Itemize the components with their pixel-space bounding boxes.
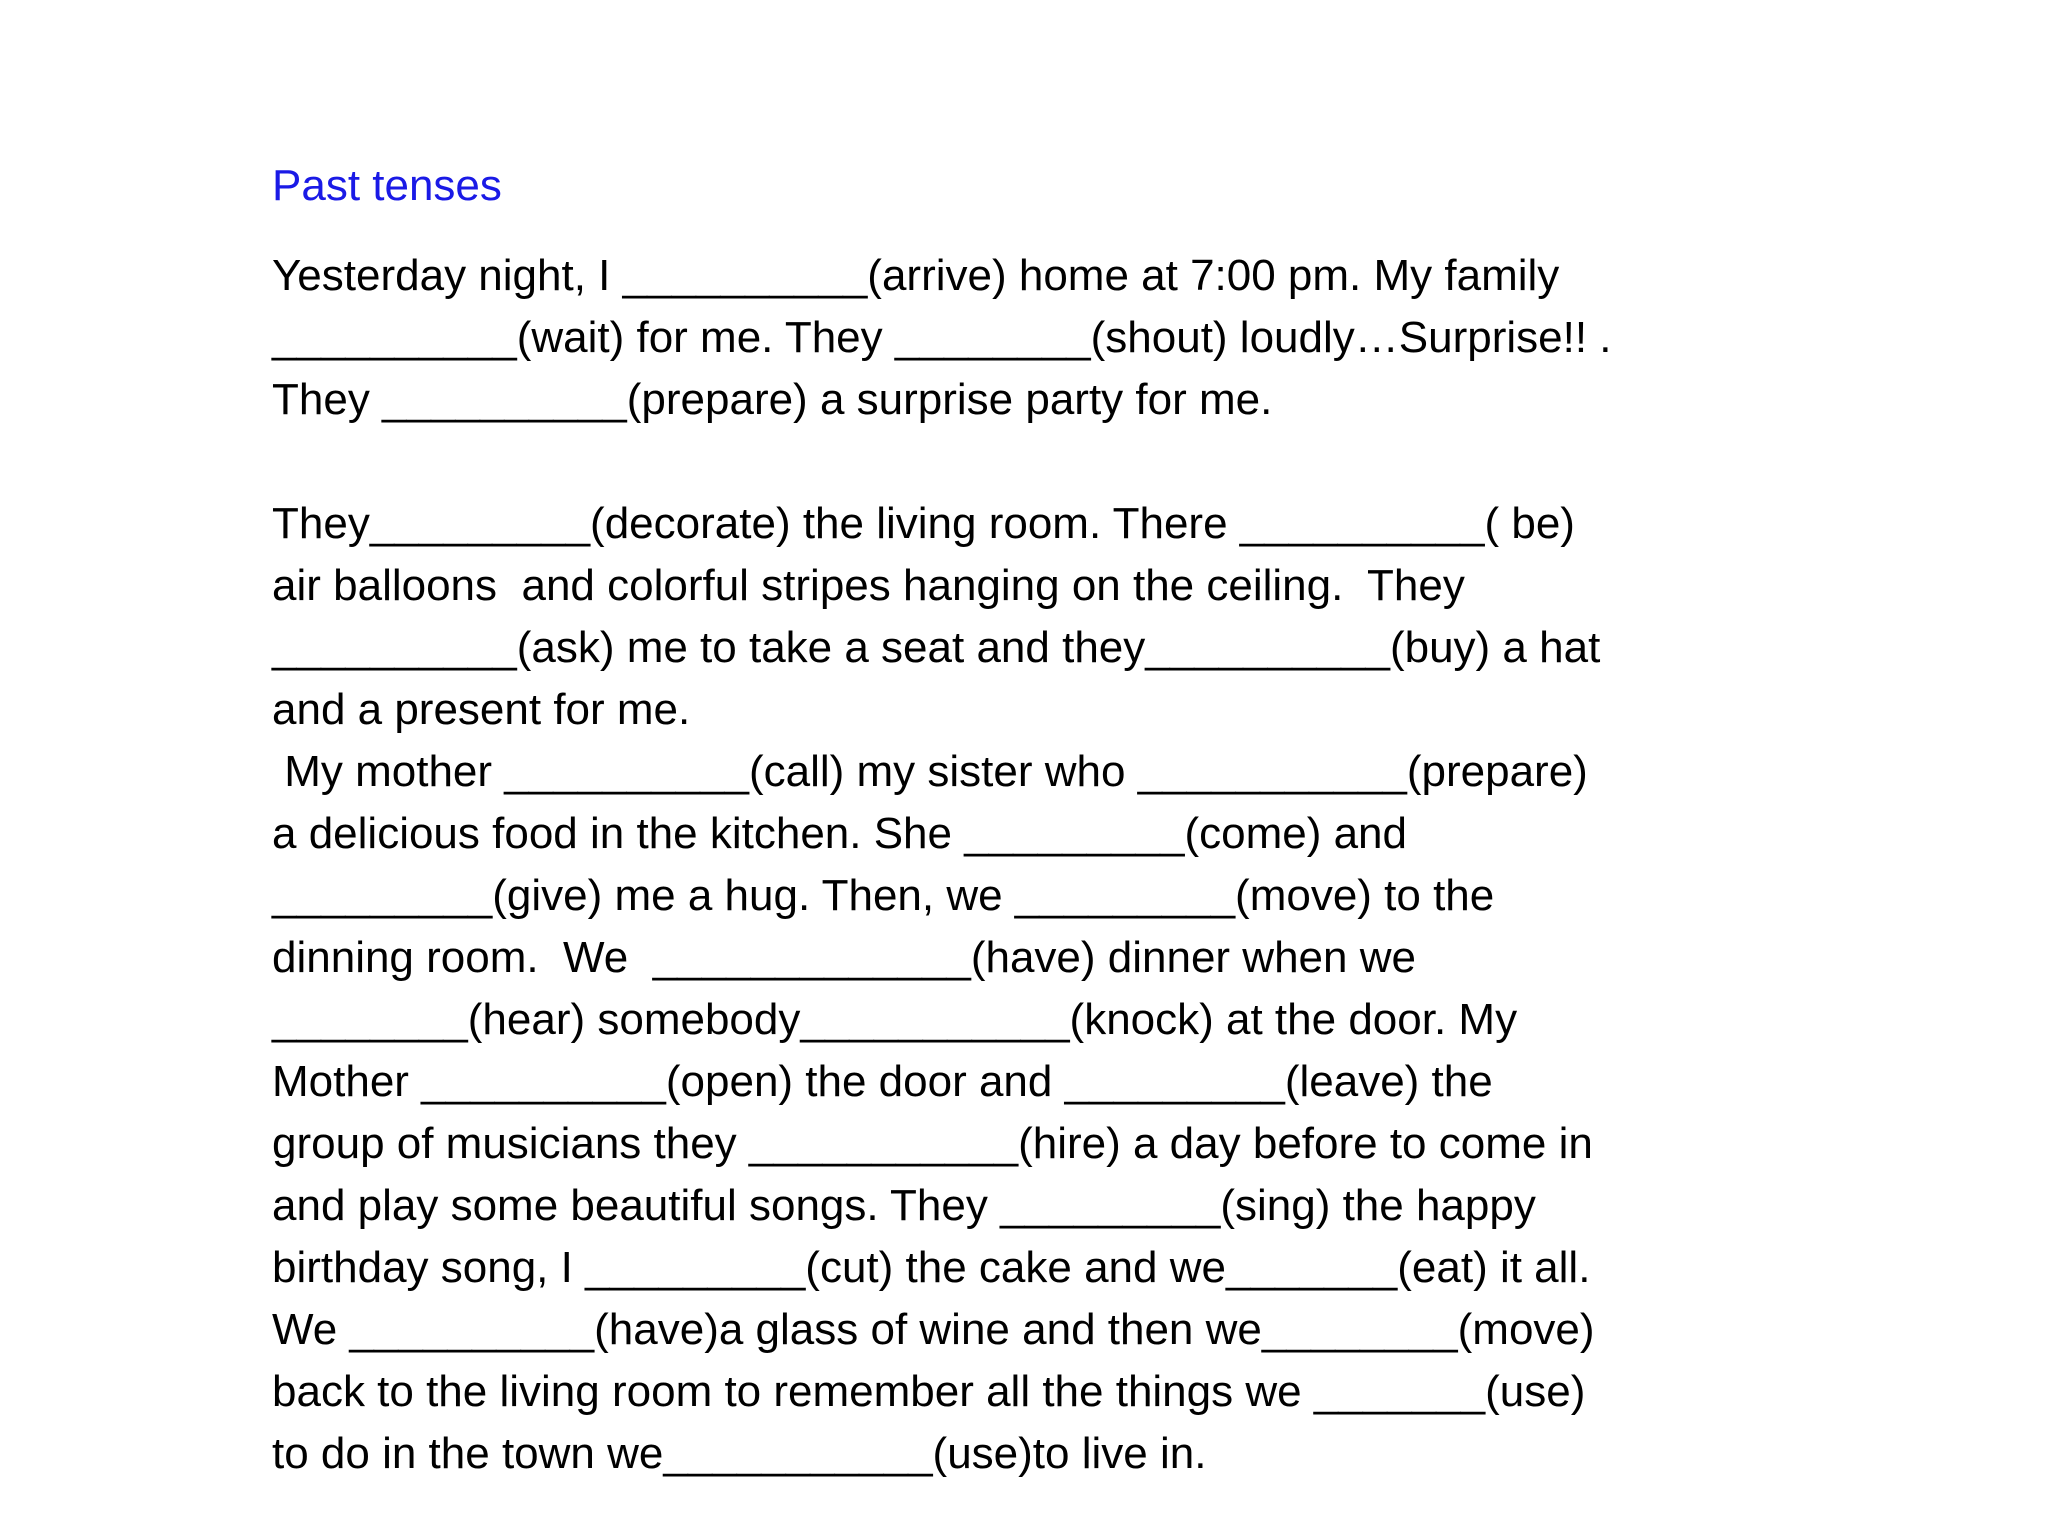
text-line: back to the living room to remember all the things we _______(use)	[272, 1367, 1586, 1416]
text-line: __________(ask) me to take a seat and they__________(buy) a hat	[272, 623, 1601, 672]
text-line: They __________(prepare) a surprise party for me.	[272, 375, 1273, 424]
text-line: group of musicians they ___________(hire) a day before to come in	[272, 1119, 1593, 1168]
text-line: to do in the town we___________(use)to live in.	[272, 1429, 1207, 1478]
text-line: and a present for me.	[272, 685, 691, 734]
text-line: _________(give) me a hug. Then, we _________(move) to the	[272, 871, 1495, 920]
text-line: air balloons and colorful stripes hanging on the ceiling. They	[272, 561, 1465, 610]
text-line: We __________(have)a glass of wine and then we________(move)	[272, 1305, 1595, 1354]
text-line: dinning room. We _____________(have) dinner when we	[272, 933, 1416, 982]
text-line: Mother __________(open) the door and _________(leave) the	[272, 1057, 1493, 1106]
text-line: and play some beautiful songs. They _________(sing) the happy	[272, 1181, 1536, 1230]
text-line: Yesterday night, I __________(arrive) home at 7:00 pm. My family	[272, 251, 1560, 300]
text-line: __________(wait) for me. They ________(shout) loudly…Surprise!! .	[272, 313, 1612, 362]
text-line: birthday song, I _________(cut) the cake and we_______(eat) it all.	[272, 1243, 1591, 1292]
text-line: a delicious food in the kitchen. She _________(come) and	[272, 809, 1407, 858]
text-line: ________(hear) somebody___________(knock) at the door. My	[272, 995, 1518, 1044]
text-line: My mother __________(call) my sister who ___________(prepare)	[272, 747, 1588, 796]
page-title: Past tenses	[272, 161, 502, 210]
text-line: They_________(decorate) the living room. There __________( be)	[272, 499, 1575, 548]
